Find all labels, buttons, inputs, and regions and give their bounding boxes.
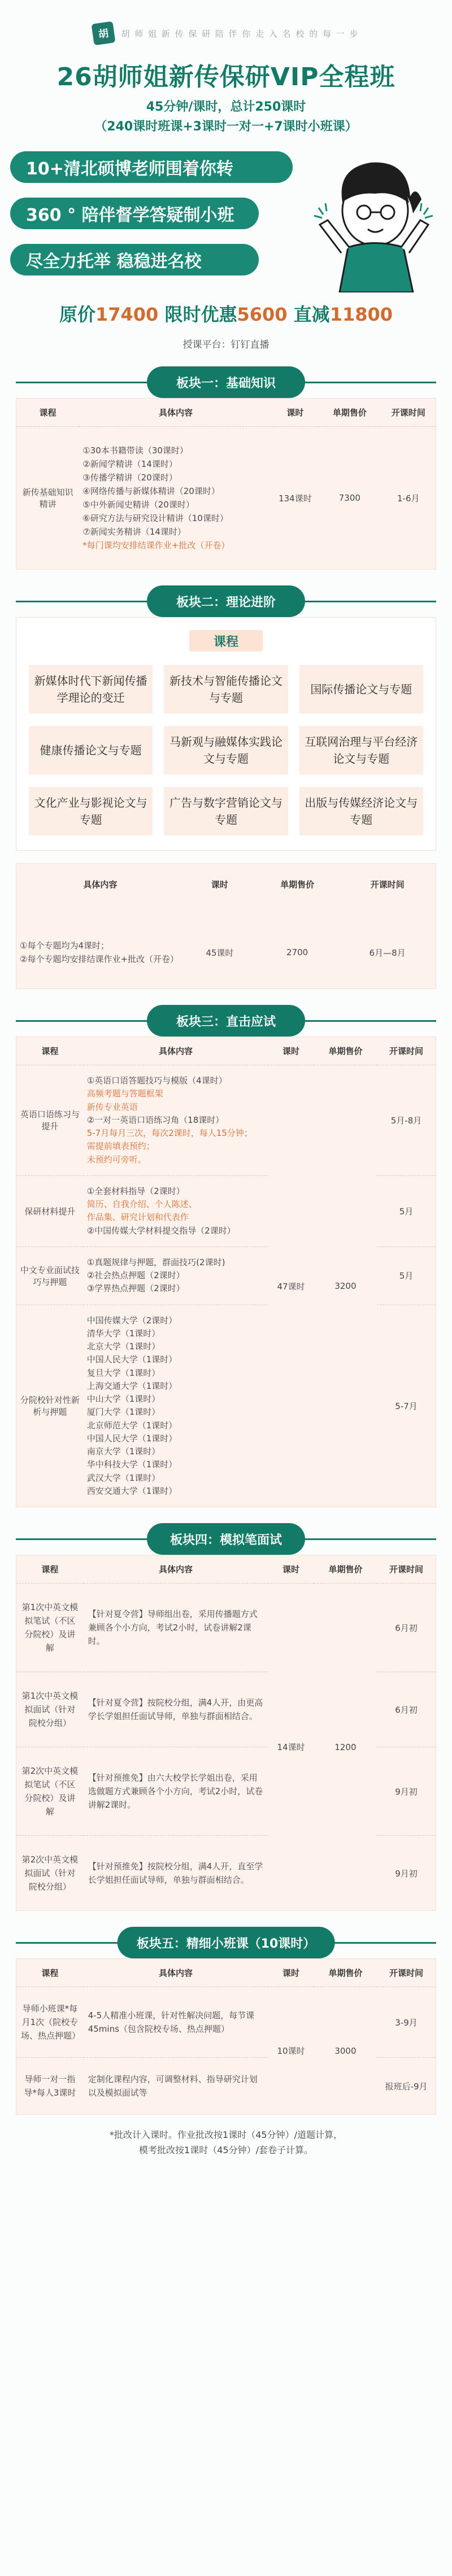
block4-table-card [16, 1555, 436, 1911]
list-item: ④网络传播与新媒体精讲（20课时） [82, 486, 220, 496]
block1-table-card [16, 398, 436, 570]
col-time: 开课时间 [389, 1046, 424, 1056]
topic-item: 广告与数字营销论文与专题 [164, 787, 288, 836]
hero-section [0, 146, 452, 298]
content-line: 清华大学（1课时） [86, 1328, 160, 1339]
content-line: ②社会热点押题（2课时） [86, 1270, 185, 1280]
list-item: ⑤中外新闻史精讲（20课时） [82, 500, 194, 510]
discount-label: 直减 [293, 304, 330, 325]
col-course: 课程 [41, 1968, 59, 1978]
course-price: 3200 [314, 1065, 377, 1507]
block1-table [16, 399, 436, 569]
content-line: 高频考题与答题框架 [86, 1088, 163, 1099]
course-time: 9月初 [377, 1747, 436, 1836]
content-line: 厦门大学（1课时） [86, 1407, 160, 1418]
block5-table-card [16, 1958, 436, 2115]
topic-item: 新媒体时代下新闻传播学理论的变迁 [29, 665, 153, 714]
table-row [16, 905, 436, 989]
course-content: 【针对夏令营】按院校分组，满4人开，由更高学长学姐担任面试导师，单独与群面相结合。 [84, 1672, 268, 1747]
course-name: 分院校针对性新析与押题 [16, 1305, 84, 1507]
content-line: 复旦大学（1课时） [86, 1367, 160, 1378]
course-price: 2700 [286, 947, 308, 957]
content-line: 作品集、研究计划和代表作 [86, 1212, 189, 1223]
col-hours: 课时 [282, 1968, 299, 1978]
course-time: 6月初 [377, 1672, 436, 1747]
course-name: 新传基础知识精讲 [16, 427, 79, 570]
content-line: ①全套材料指导（2课时） [86, 1186, 185, 1196]
content-line: 西安交通大学（1课时） [86, 1485, 177, 1496]
course-hours: 45课时 [206, 947, 234, 958]
content-line: 5-7月每月三次，每次2课时，每人15分钟； [86, 1128, 253, 1138]
col-hours: 课时 [282, 1046, 299, 1056]
table-row [16, 1584, 436, 1672]
block3-table [16, 1037, 436, 1507]
col-price: 单期售价 [280, 880, 315, 890]
col-price: 单期售价 [328, 1564, 363, 1575]
course-time: 5月 [377, 1247, 436, 1305]
course-hours: 10课时 [268, 1987, 314, 2115]
course-name: 第1次中英文模拟面试（针对院校分组） [16, 1672, 84, 1747]
content-line: 中国人民大学（1课时） [86, 1354, 177, 1365]
col-content: 具体内容 [158, 1046, 193, 1056]
block1-title: 板块一：基础知识 [147, 366, 305, 398]
col-time: 开课时间 [370, 880, 405, 890]
cartoon-character-illustration [308, 140, 438, 292]
content-line: ②一对一英语口语练习角（18课时） [86, 1114, 224, 1125]
content-line: 北京师范大学（1课时） [86, 1420, 177, 1431]
col-course: 课程 [41, 1046, 59, 1056]
discount-amount: 11800 [329, 304, 393, 325]
block1-header [16, 366, 436, 398]
course-content: 【针对夏令营】导师组出卷，采用传播题方式兼顾各个小方向，考试2小时，试卷讲解2课时。 [84, 1584, 268, 1672]
course-content [84, 1305, 268, 1507]
col-time: 开课时间 [391, 408, 425, 418]
course-hours: 14课时 [268, 1584, 314, 1911]
col-time: 开课时间 [389, 1564, 424, 1575]
course-content [84, 1065, 268, 1176]
block5-header [16, 1927, 436, 1958]
course-name: 第2次中英文模拟面试（针对院校分组） [16, 1836, 84, 1911]
block2-topics-card [16, 617, 436, 851]
topic-item: 互联网治理与平台经济论文与专题 [299, 726, 423, 775]
slogan: 胡 师 姐 新 传 保 研 陪 伴 你 走 入 名 校 的 每 一 步 [121, 28, 359, 39]
brand-logo: 胡 [92, 21, 116, 46]
course-name: 第1次中英文模拟笔试（不区分院校）及讲解 [16, 1584, 84, 1672]
limited-price-label: 限时优惠 [164, 304, 237, 325]
block2-label: 课程 [189, 630, 263, 651]
course-time: 5月 [377, 1175, 436, 1247]
content-line: 上海交通大学（1课时） [86, 1380, 177, 1391]
content-line: 中国传媒大学（2课时） [86, 1315, 177, 1326]
content-line: ①英语口语答题技巧与模版（4课时） [86, 1075, 227, 1086]
course-content [84, 1247, 268, 1305]
col-hours: 课时 [282, 1564, 299, 1575]
course-content: 定制化课程内容，可调整材料、指导研究计划以及模拟面试等 [84, 2058, 268, 2115]
course-name: 保研材料提升 [16, 1175, 84, 1247]
block2-title: 板块二：理论进阶 [147, 585, 305, 617]
list-item: ⑥研究方法与研究设计精讲（10课时） [82, 513, 228, 523]
block3-title: 板块三：直击应试 [147, 1005, 305, 1036]
block2-table-card [16, 863, 436, 989]
course-name: 中文专业面试技巧与押题 [16, 1247, 84, 1305]
block5-table [16, 1959, 436, 2114]
course-price: 7300 [318, 427, 381, 570]
block3-table-card [16, 1036, 436, 1507]
course-content: 【针对预推免】按院校分组，满4人开，直至学长学姐担任面试导师，单独与群面相结合。 [84, 1836, 268, 1911]
block4-table [16, 1555, 436, 1910]
footer-note [16, 2127, 436, 2158]
list-item: ②新闻学精讲（14课时） [82, 459, 177, 469]
course-time: 3-9月 [377, 1987, 436, 2058]
block4-header [16, 1523, 436, 1555]
hero-pill-support: 360 ° 陪伴督学答疑制小班 [10, 198, 259, 229]
content-line: 华中科技大学（1课时） [86, 1459, 177, 1470]
footer-line: 模考批改按1课时（45分钟）/套卷子计算。 [139, 2145, 313, 2156]
col-course: 课程 [39, 408, 56, 418]
list-item: ③传播学精讲（20课时） [82, 473, 177, 483]
col-hours: 课时 [286, 408, 304, 418]
price-line [0, 300, 452, 326]
course-name: 第2次中英文模拟笔试（不区分院校）及讲解 [16, 1747, 84, 1836]
limited-price: 5600 [237, 304, 288, 325]
course-time: 1-6月 [381, 427, 436, 570]
course-price: 1200 [314, 1584, 377, 1911]
list-item: ⑦新闻实务精讲（14课时） [82, 527, 186, 537]
course-content [84, 1175, 268, 1247]
block4-title: 板块四：模拟笔面试 [147, 1523, 305, 1555]
original-price: 17400 [95, 304, 159, 325]
col-price: 单期售价 [328, 1968, 363, 1978]
col-content: 具体内容 [158, 1968, 193, 1978]
table-row [16, 1987, 436, 2058]
course-content [79, 427, 272, 570]
col-course: 课程 [41, 1564, 59, 1575]
course-time: 6月初 [377, 1584, 436, 1672]
topic-item: 出版与传媒经济论文与专题 [299, 787, 423, 836]
topic-item: 文化产业与影视论文与专题 [29, 787, 153, 836]
course-time: 6月—8月 [369, 947, 406, 958]
block2-header [16, 585, 436, 617]
course-time: 5-7月 [377, 1305, 436, 1507]
topic-item: 马新观与融媒体实践论文与专题 [164, 726, 288, 775]
col-price: 单期售价 [328, 1046, 363, 1056]
course-price: 3000 [314, 1987, 377, 2115]
hours-summary: 45分钟/课时，总计250课时 [146, 100, 306, 114]
course-content: ①每个专题均为4课时； ②每个专题均安排结课作业+批改（开卷） [20, 941, 179, 964]
footer-line: *批改计入课时。作业批改按1课时（45分钟）/道题计算， [110, 2129, 342, 2140]
course-name: 导师一对一指导*每人3课时 [16, 2058, 84, 2115]
content-line: ③学界热点押题（2课时） [86, 1283, 185, 1294]
topic-item: 国际传播论文与专题 [299, 665, 423, 714]
col-hours: 课时 [211, 880, 228, 890]
block3-header [16, 1005, 436, 1036]
content-line: ②中国传媒大学材料提交指导（2课时） [86, 1225, 236, 1236]
content-line: 中国人民大学（1课时） [86, 1433, 177, 1444]
table-row [16, 427, 436, 570]
content-line: 北京大学（1课时） [86, 1341, 160, 1352]
hours-breakdown: （240课时班课+3课时一对一+7课时小班课） [94, 120, 358, 134]
homework-note: *每门课均安排结课作业+批改（开卷） [82, 540, 230, 550]
course-name: 英语口语练习与提升 [16, 1065, 84, 1176]
content-line: 需提前填表预约； [86, 1141, 155, 1152]
hero-pill-goal: 尽全力托举 稳稳进名校 [10, 244, 259, 275]
hero-pill-teachers: 10+清北硕博老师围着你转 [10, 151, 293, 183]
content-line: ①真题规律与押题，群面技巧(2课时) [86, 1257, 225, 1267]
block2-table [16, 864, 436, 989]
course-time: 5月-8月 [377, 1065, 436, 1176]
table-row [16, 1065, 436, 1176]
course-content: 【针对预推免】由六大校学长学姐出卷，采用选做题方式兼顾各个小方向，考试2小时，试卷讲解2课时。 [84, 1747, 268, 1836]
course-name: 导师小班课*每月1次（院校专场、热点押题） [16, 1987, 84, 2058]
platform-info: 授课平台：钉钉直播 [182, 339, 270, 351]
list-item: ①30本书籍带读（30课时） [82, 445, 188, 456]
original-price-label: 原价 [59, 304, 95, 325]
content-line: 未预约可旁听。 [86, 1154, 146, 1165]
col-content: 具体内容 [158, 408, 193, 418]
topic-item: 健康传播论文与专题 [29, 726, 153, 775]
content-line: 中山大学（1课时） [86, 1394, 160, 1404]
content-line: 武汉大学（1课时） [86, 1472, 160, 1483]
topic-item: 新技术与智能传播论文与专题 [164, 665, 288, 714]
content-line: 简历、自我介绍、个人陈述、 [86, 1199, 197, 1209]
top-bar [0, 0, 452, 44]
course-content: 4-5人精准小班课，针对性解决问题，每节课45mins（包含院校专场、热点押题） [84, 1987, 268, 2058]
col-content: 具体内容 [83, 880, 118, 890]
page-title: 26胡师姐新传保研VIP全程班 [56, 63, 395, 91]
block5-title: 板块五：精细小班课（10课时） [118, 1927, 335, 1958]
col-time: 开课时间 [389, 1968, 424, 1978]
content-line: 南京大学（1课时） [86, 1446, 160, 1457]
content-line: 新传专业英语 [86, 1101, 138, 1112]
col-price: 单期售价 [332, 408, 367, 418]
course-time: 9月初 [377, 1836, 436, 1911]
col-content: 具体内容 [158, 1564, 193, 1575]
course-hours: 134课时 [272, 427, 319, 570]
topics-grid [29, 665, 423, 836]
course-time: 报班后-9月 [377, 2058, 436, 2115]
course-hours: 47课时 [268, 1065, 314, 1507]
